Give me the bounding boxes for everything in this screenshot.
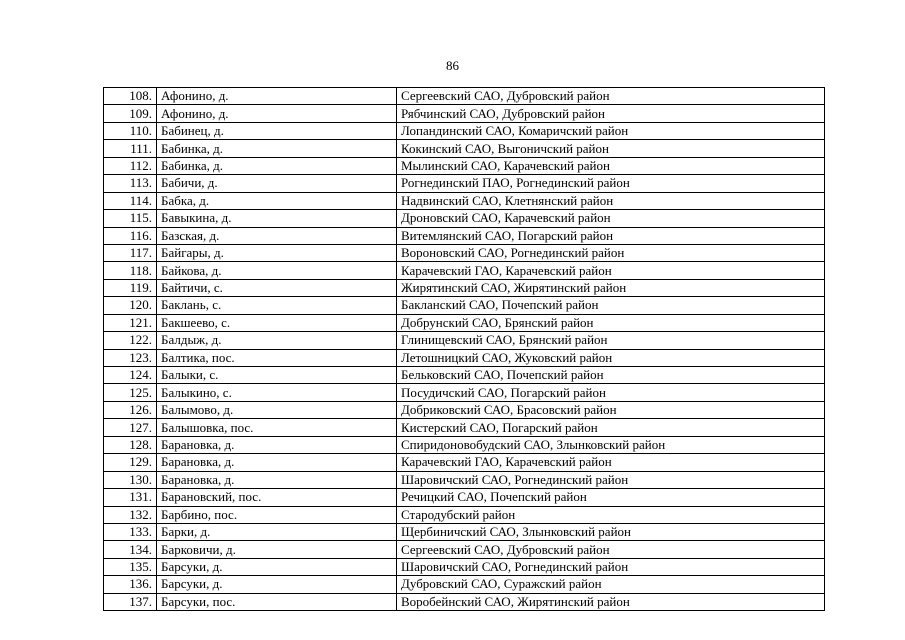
table-row [104, 210, 825, 227]
administrative-unit: Карачевский ГАО, Карачевский район [397, 454, 825, 471]
settlement-name: Бабичи, д. [157, 175, 397, 192]
settlement-name: Баклань, с. [157, 297, 397, 314]
administrative-unit: Дроновский САО, Карачевский район [397, 210, 825, 227]
settlement-name: Бакшеево, с. [157, 314, 397, 331]
settlement-name: Барсуки, пос. [157, 593, 397, 610]
settlement-name: Бабинец, д. [157, 122, 397, 139]
settlement-name: Бабинка, д. [157, 157, 397, 174]
row-number: 135. [104, 558, 157, 575]
table-row [104, 558, 825, 575]
table-row [104, 506, 825, 523]
row-number: 123. [104, 349, 157, 366]
administrative-unit: Летошницкий САО, Жуковский район [397, 349, 825, 366]
row-number: 108. [104, 88, 157, 105]
settlement-name: Барковичи, д. [157, 541, 397, 558]
row-number: 124. [104, 367, 157, 384]
table-row [104, 471, 825, 488]
settlement-name: Байгары, д. [157, 244, 397, 261]
row-number: 121. [104, 314, 157, 331]
table-row [104, 140, 825, 157]
row-number: 129. [104, 454, 157, 471]
administrative-unit: Рогнединский ПАО, Рогнединский район [397, 175, 825, 192]
administrative-unit: Бельковский САО, Почепский район [397, 367, 825, 384]
settlement-name: Барбино, пос. [157, 506, 397, 523]
table-row [104, 489, 825, 506]
row-number: 131. [104, 489, 157, 506]
settlement-name: Барки, д. [157, 523, 397, 540]
settlement-name: Балымово, д. [157, 401, 397, 418]
table-row [104, 384, 825, 401]
row-number: 115. [104, 210, 157, 227]
row-number: 132. [104, 506, 157, 523]
administrative-unit: Жирятинский САО, Жирятинский район [397, 279, 825, 296]
table-row [104, 175, 825, 192]
table-row [104, 244, 825, 261]
row-number: 134. [104, 541, 157, 558]
row-number: 114. [104, 192, 157, 209]
administrative-unit: Глинищевский САО, Брянский район [397, 332, 825, 349]
settlement-name: Балыкино, с. [157, 384, 397, 401]
row-number: 130. [104, 471, 157, 488]
table-row [104, 593, 825, 610]
settlement-name: Балтика, пос. [157, 349, 397, 366]
table-row [104, 279, 825, 296]
row-number: 111. [104, 140, 157, 157]
administrative-unit: Речицкий САО, Почепский район [397, 489, 825, 506]
table-row [104, 401, 825, 418]
table-row [104, 454, 825, 471]
settlement-name: Бабинка, д. [157, 140, 397, 157]
table-row [104, 192, 825, 209]
administrative-unit: Стародубский район [397, 506, 825, 523]
administrative-unit: Лопандинский САО, Комаричский район [397, 122, 825, 139]
row-number: 125. [104, 384, 157, 401]
settlement-name: Байкова, д. [157, 262, 397, 279]
table-row [104, 157, 825, 174]
row-number: 128. [104, 436, 157, 453]
settlement-name: Барановка, д. [157, 436, 397, 453]
table-row [104, 367, 825, 384]
row-number: 127. [104, 419, 157, 436]
table-row [104, 122, 825, 139]
administrative-unit: Щербиничский САО, Злынковский район [397, 523, 825, 540]
row-number: 117. [104, 244, 157, 261]
administrative-unit: Спиридоновобудский САО, Злынковский район [397, 436, 825, 453]
settlement-name: Бавыкина, д. [157, 210, 397, 227]
administrative-unit: Дубровский САО, Суражский район [397, 576, 825, 593]
administrative-unit: Рябчинский САО, Дубровский район [397, 105, 825, 122]
settlement-name: Афонино, д. [157, 105, 397, 122]
administrative-unit: Витемлянский САО, Погарский район [397, 227, 825, 244]
administrative-unit: Шаровичский САО, Рогнединский район [397, 558, 825, 575]
settlement-table [103, 87, 825, 611]
table-row [104, 227, 825, 244]
table-row [104, 576, 825, 593]
administrative-unit: Кокинский САО, Выгоничский район [397, 140, 825, 157]
row-number: 110. [104, 122, 157, 139]
administrative-unit: Добриковский САО, Брасовский район [397, 401, 825, 418]
table-row [104, 88, 825, 105]
administrative-unit: Бакланский САО, Почепский район [397, 297, 825, 314]
row-number: 116. [104, 227, 157, 244]
settlement-name: Бабка, д. [157, 192, 397, 209]
table-row [104, 262, 825, 279]
row-number: 118. [104, 262, 157, 279]
settlement-name: Балышовка, пос. [157, 419, 397, 436]
settlement-table-body [104, 88, 825, 611]
row-number: 137. [104, 593, 157, 610]
settlement-name: Афонино, д. [157, 88, 397, 105]
settlement-name: Балдыж, д. [157, 332, 397, 349]
row-number: 120. [104, 297, 157, 314]
administrative-unit: Посудичский САО, Погарский район [397, 384, 825, 401]
row-number: 122. [104, 332, 157, 349]
row-number: 126. [104, 401, 157, 418]
page-number: 86 [446, 58, 459, 73]
table-row [104, 314, 825, 331]
row-number: 109. [104, 105, 157, 122]
settlement-name: Балыки, с. [157, 367, 397, 384]
table-row [104, 541, 825, 558]
settlement-name: Барсуки, д. [157, 558, 397, 575]
table-row [104, 297, 825, 314]
row-number: 133. [104, 523, 157, 540]
settlement-name: Барановка, д. [157, 471, 397, 488]
administrative-unit: Шаровичский САО, Рогнединский район [397, 471, 825, 488]
settlement-name: Байтичи, с. [157, 279, 397, 296]
settlement-name: Барсуки, д. [157, 576, 397, 593]
row-number: 136. [104, 576, 157, 593]
administrative-unit: Надвинский САО, Клетнянский район [397, 192, 825, 209]
administrative-unit: Сергеевский САО, Дубровский район [397, 541, 825, 558]
administrative-unit: Воробейнский САО, Жирятинский район [397, 593, 825, 610]
settlement-name: Барановка, д. [157, 454, 397, 471]
row-number: 119. [104, 279, 157, 296]
row-number: 112. [104, 157, 157, 174]
table-row [104, 419, 825, 436]
administrative-unit: Кистерский САО, Погарский район [397, 419, 825, 436]
administrative-unit: Вороновский САО, Рогнединский район [397, 244, 825, 261]
row-number: 113. [104, 175, 157, 192]
table-row [104, 349, 825, 366]
table-row [104, 332, 825, 349]
administrative-unit: Сергеевский САО, Дубровский район [397, 88, 825, 105]
table-row [104, 523, 825, 540]
administrative-unit: Мылинский САО, Карачевский район [397, 157, 825, 174]
administrative-unit: Карачевский ГАО, Карачевский район [397, 262, 825, 279]
table-row [104, 105, 825, 122]
settlement-name: Базская, д. [157, 227, 397, 244]
table-row [104, 436, 825, 453]
administrative-unit: Добрунский САО, Брянский район [397, 314, 825, 331]
settlement-name: Барановский, пос. [157, 489, 397, 506]
